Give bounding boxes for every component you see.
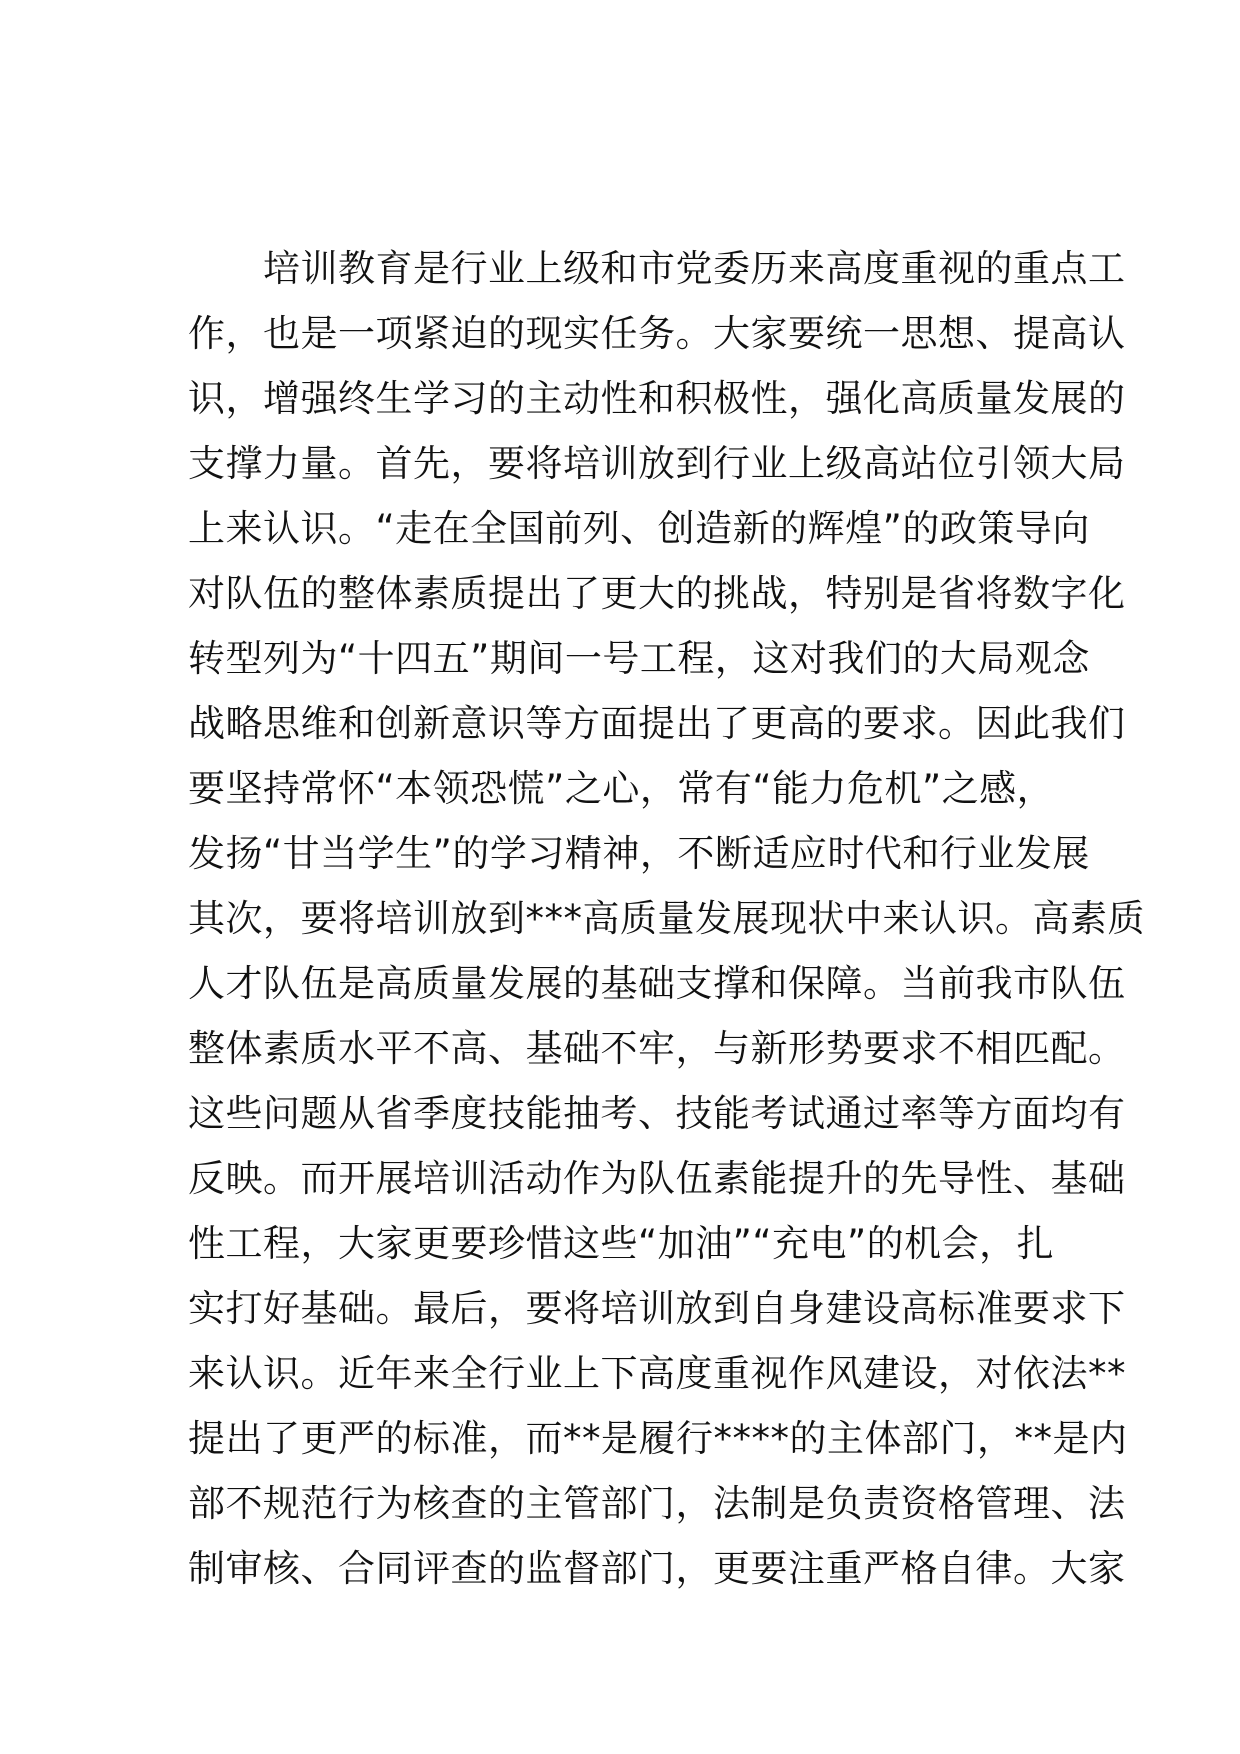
text-line: 识，增强终生学习的主动性和积极性，强化高质量发展的 [188, 377, 1126, 420]
text-line: 部不规范行为核查的主管部门，法制是负责资格管理、法 [188, 1482, 1126, 1525]
text-line: 对队伍的整体素质提出了更大的挑战，特别是省将数字化 [188, 572, 1126, 615]
text-line: 战略思维和创新意识等方面提出了更高的要求。因此我们 [188, 702, 1126, 745]
text-line: 上来认识。“走在全国前列、创造新的辉煌”的政策导向 [188, 507, 1090, 550]
text-line: 人才队伍是高质量发展的基础支撑和保障。当前我市队伍 [188, 962, 1126, 1005]
text-line: 培训教育是行业上级和市党委历来高度重视的重点工 [188, 247, 1126, 290]
text-line: 支撑力量。首先，要将培训放到行业上级高站位引领大局 [188, 442, 1126, 485]
text-line: 性工程，大家更要珍惜这些“加油”“充电”的机会，扎 [188, 1222, 1055, 1265]
text-line: 转型列为“十四五”期间一号工程，这对我们的大局观念 [188, 637, 1090, 680]
body-paragraph [188, 236, 1145, 1601]
text-line: 实打好基础。最后，要将培训放到自身建设高标准要求下 [188, 1287, 1126, 1330]
text-line: 要坚持常怀“本领恐慌”之心，常有“能力危机”之感， [188, 767, 1055, 810]
text-line: 这些问题从省季度技能抽考、技能考试通过率等方面均有 [188, 1092, 1126, 1135]
text-line: 作，也是一项紧迫的现实任务。大家要统一思想、提高认 [188, 312, 1126, 355]
text-line: 整体素质水平不高、基础不牢，与新形势要求不相匹配。 [188, 1027, 1126, 1070]
text-line: 发扬“甘当学生”的学习精神，不断适应时代和行业发展 [188, 832, 1090, 875]
text-line: 制审核、合同评查的监督部门，更要注重严格自律。大家 [188, 1547, 1126, 1590]
text-line: 其次，要将培训放到***高质量发展现状中来认识。高素质 [188, 897, 1145, 940]
text-line: 提出了更严的标准，而**是履行****的主体部门，**是内 [188, 1417, 1128, 1460]
text-line: 来认识。近年来全行业上下高度重视作风建设，对依法** [188, 1352, 1126, 1395]
text-line: 反映。而开展培训活动作为队伍素能提升的先导性、基础 [188, 1157, 1126, 1200]
